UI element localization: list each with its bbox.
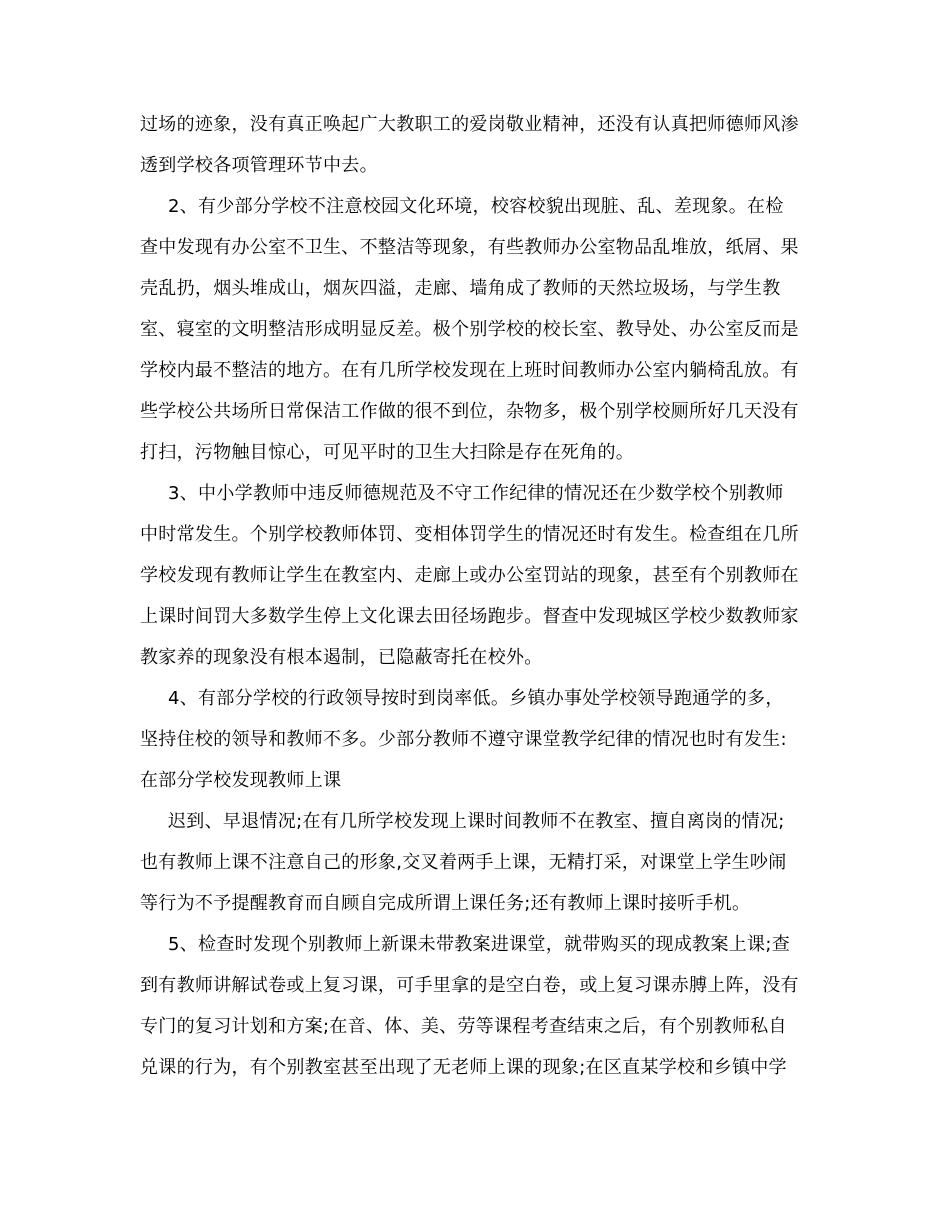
paragraph-5-start: 5、检查时发现个别教师上新课未带教案进课堂，就带购买的现成教案上课;查: [168, 934, 791, 955]
paragraph-continuation-start: 迟到、早退情况;在有几所学校发现上课时间教师不在教室、擅自离岗的情况;: [168, 811, 785, 832]
text-line: 过场的迹象，没有真正唤起广大教职工的爱岗敬业精神，还没有认真把师德师风渗: [140, 114, 799, 135]
paragraph-3-start: 3、中小学教师中违反师德规范及不守工作纪律的情况还在少数学校个别教师: [168, 483, 784, 504]
text-line: 打扫，污物触目惊心，可见平时的卫生大扫除是存在死角的。: [140, 442, 635, 463]
text-line: 透到学校各项管理环节中去。: [140, 155, 378, 176]
text-line: 上课时间罚大多数学生停上文化课去田径场跑步。督查中发现城区学校少数教师家: [140, 606, 799, 627]
paragraph-2-start: 2、有少部分学校不注意校园文化环境，校容校貌出现脏、乱、差现象。在检: [168, 196, 784, 217]
text-line: 教家养的现象没有根本遏制，已隐蔽寄托在校外。: [140, 647, 543, 668]
text-line: 学校发现有教师让学生在教室内、走廊上或办公室罚站的现象，甚至有个别教师在: [140, 565, 799, 586]
text-line: 学校内最不整洁的地方。在有几所学校发现在上班时间教师办公室内躺椅乱放。有: [140, 360, 799, 381]
text-line: 到有教师讲解试卷或上复习课，可手里拿的是空白卷，或上复习课赤膊上阵，没有: [140, 975, 799, 996]
text-line: 兑课的行为，有个别教室甚至出现了无老师上课的现象;在区直某学校和乡镇中学: [140, 1057, 787, 1078]
text-line: 坚持住校的领导和教师不多。少部分教师不遵守课堂教学纪律的情况也时有发生:: [140, 729, 787, 750]
text-line: 专门的复习计划和方案;在音、体、美、劳等课程考查结束之后，有个别教师私自: [140, 1016, 787, 1037]
text-line: 等行为不予提醒教育而自顾自完成所谓上课任务;还有教师上课时接听手机。: [140, 893, 751, 914]
paragraph-4-start: 4、有部分学校的行政领导按时到岗率低。乡镇办事处学校领导跑通学的多，: [168, 688, 784, 709]
text-line: 查中发现有办公室不卫生、不整洁等现象，有些教师办公室物品乱堆放，纸屑、果: [140, 237, 799, 258]
text-line: 在部分学校发现教师上课: [140, 770, 342, 791]
text-line: 些学校公共场所日常保洁工作做的很不到位，杂物多，极个别学校厕所好几天没有: [140, 401, 799, 422]
text-line: 室、寝室的文明整洁形成明显反差。极个别学校的校长室、教导处、办公室反而是: [140, 319, 799, 340]
text-line: 也有教师上课不注意自己的形象,交叉着两手上课，无精打采，对课堂上学生吵闹: [140, 852, 787, 873]
text-line: 中时常发生。个别学校教师体罚、变相体罚学生的情况还时有发生。检查组在几所: [140, 524, 799, 545]
text-line: 壳乱扔，烟头堆成山，烟灰四溢，走廊、墙角成了教师的天然垃圾场，与学生教: [140, 278, 781, 299]
